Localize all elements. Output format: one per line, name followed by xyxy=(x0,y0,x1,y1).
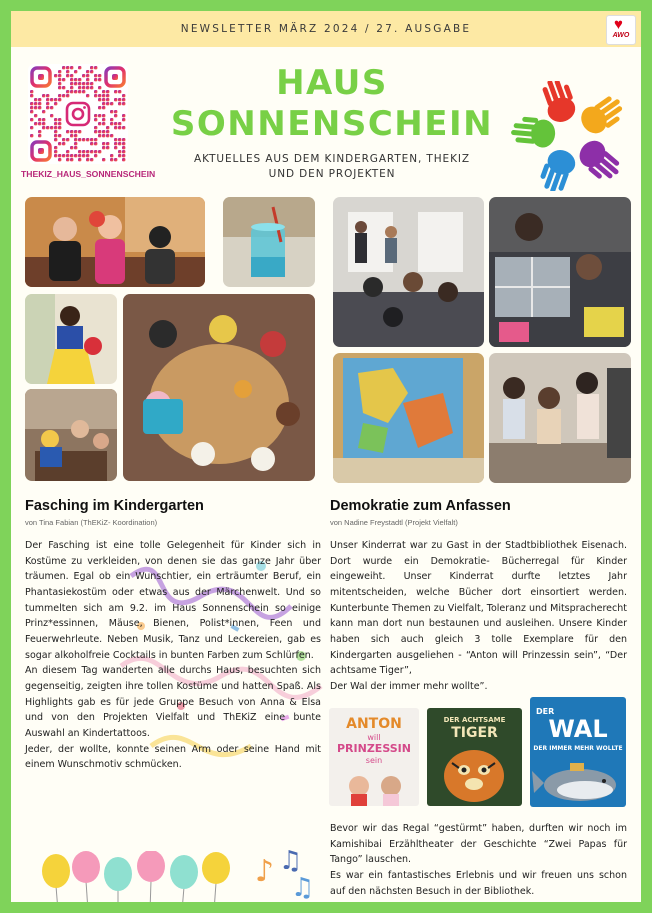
article-right-paragraph-1-end: Der Wal der immer mehr wollte”. xyxy=(330,680,488,692)
photo-map-puzzle xyxy=(333,353,484,483)
article-right-byline: von Nadine Freystadtl (Projekt Vielfalt) xyxy=(330,518,458,527)
photo-princess-costume xyxy=(25,294,117,384)
newsletter-issue-line: NEWSLETTER MÄRZ 2024 / 27. AUSGABE xyxy=(180,23,472,35)
article-right-heading: Demokratie zum Anfassen xyxy=(330,498,511,514)
heart-icon: ♥ xyxy=(614,16,623,33)
book-wal-title-1: DER xyxy=(536,707,555,716)
article-right-paragraph-3: Es war ein fantastisches Erlebnis und wir freuen uns schon auf den nächsten Besuch in der Bibliothek. xyxy=(330,869,627,897)
article-left-heading: Fasching im Kindergarten xyxy=(25,498,204,514)
colorful-hands-icon xyxy=(511,81,631,191)
book-wal-title-3: DER IMMER MEHR WOLLTE xyxy=(533,745,623,752)
book-anton-title-1: ANTON xyxy=(346,716,402,732)
awo-logo xyxy=(606,15,636,45)
book-cover-wal xyxy=(530,697,626,807)
article-left-paragraph: Jeder, der wollte, konnte seinen Arm oder seine Hand mit einem Wunschmotiv schmücken. xyxy=(25,743,321,771)
book-cover-tiger xyxy=(427,708,522,806)
book-tiger-title-2: TIGER xyxy=(451,725,498,741)
newsletter-subtitle xyxy=(187,152,477,182)
article-left-byline: von Tina Fabian (ThEKiZ- Koordination) xyxy=(25,518,158,527)
newsletter-title xyxy=(141,63,523,145)
photo-library-room xyxy=(333,197,484,347)
subtitle-line-2: UND DEN PROJEKTEN xyxy=(268,168,396,180)
book-tiger-title-1: DER ACHTSAME xyxy=(443,716,506,724)
photo-fasching-costumes xyxy=(25,197,205,287)
article-right-paragraph-2: Bevor wir das Regal “gestürmt” haben, durften wir noch im Kamishibai Erzähltheater der Geschichte “Zwei Papas für Tango” lauschen. xyxy=(330,823,627,866)
article-left-paragraph: An diesem Tag wanderten alle durchs Haus, besuchten sich gegenseitig, zeigten ihre tollen Kostüme und hatten Spaß. Als Highlights gab es für jede Gruppe Besuch von Anna & Elsa und von den Projekten Vielfalt und ThEKiZ eine bunte Auswahl an Kindertattoos. xyxy=(25,665,321,739)
instagram-handle[interactable]: THEKIZ_HAUS_SONNENSCHEIN xyxy=(21,169,156,179)
instagram-qr-code[interactable] xyxy=(28,64,128,164)
book-anton-title-3: PRINZESSIN xyxy=(337,742,411,755)
photo-cocktail-glass xyxy=(223,197,315,287)
photo-kids-on-stairs xyxy=(489,353,631,483)
photo-kids-circle-from-above xyxy=(123,294,315,481)
article-left-body xyxy=(25,538,321,773)
music-notes-icon xyxy=(251,841,321,901)
photo-kids-table xyxy=(25,389,117,481)
header-bar xyxy=(11,11,641,47)
book-wal-title-2: WAL xyxy=(548,715,608,743)
book-cover-anton xyxy=(329,708,419,806)
subtitle-line-1: AKTUELLES AUS DEM KINDERGARTEN, THEKIZ xyxy=(194,153,470,165)
article-right-body-1 xyxy=(330,538,627,695)
balloons-icon xyxy=(36,851,236,911)
article-right-paragraph-1: Unser Kinderrat war zu Gast in der Stadtbibliothek Eisenach. Dort wurde ein Demokratie- Bücherregal für Kinder eingeweiht. Unser Kinderrat durfte letztes Jahr mitentscheiden, welche Bücher dort einsortiert werden. Kunterbunte Themen zu Vielfalt, Toleranz und Mitspracherecht kann man dort nun bestaunen und ausleihen. Unsere Kinder haben sich auch gleich 3 tolle Exemplare für den Kindergarten ausgeliehen - “Anton will Prinzessin sein”, “Der achtsame Tiger”, xyxy=(330,540,627,677)
awo-logo-text: AWO xyxy=(612,32,630,39)
article-left-paragraph: Der Fasching ist eine tolle Gelegenheit für Kinder sich in Kostüme zu verkleiden, von denen sie das ganze Jahr über träumen. Egal ob ein Wunschtier, ein erträumter Beruf, ein Phantasiekostüm oder etwas aus der Märchenwelt. Und so tummelten sich am 9.2. im Haus Sonnenschein so einige Prinz*essinnen, Mäuse, Bienen, Polist*innen, Feen und Feuerwehrleute. Neben Musik, Tanz und Leckereien, gab es sogar alkoholfreie Cocktails in bunten Farben zum Schlürfen. xyxy=(25,540,321,661)
svg-text:♫: ♫ xyxy=(279,846,303,876)
book-anton-title-2: will xyxy=(367,733,381,742)
book-anton-title-4: sein xyxy=(365,756,383,765)
title-line-1: HAUS xyxy=(276,63,388,103)
svg-text:♪: ♪ xyxy=(255,854,275,889)
title-line-2: SONNENSCHEIN xyxy=(170,104,494,144)
article-right-body-2 xyxy=(330,821,627,899)
svg-text:♫: ♫ xyxy=(291,873,315,901)
photo-playmat-kids xyxy=(489,197,631,347)
